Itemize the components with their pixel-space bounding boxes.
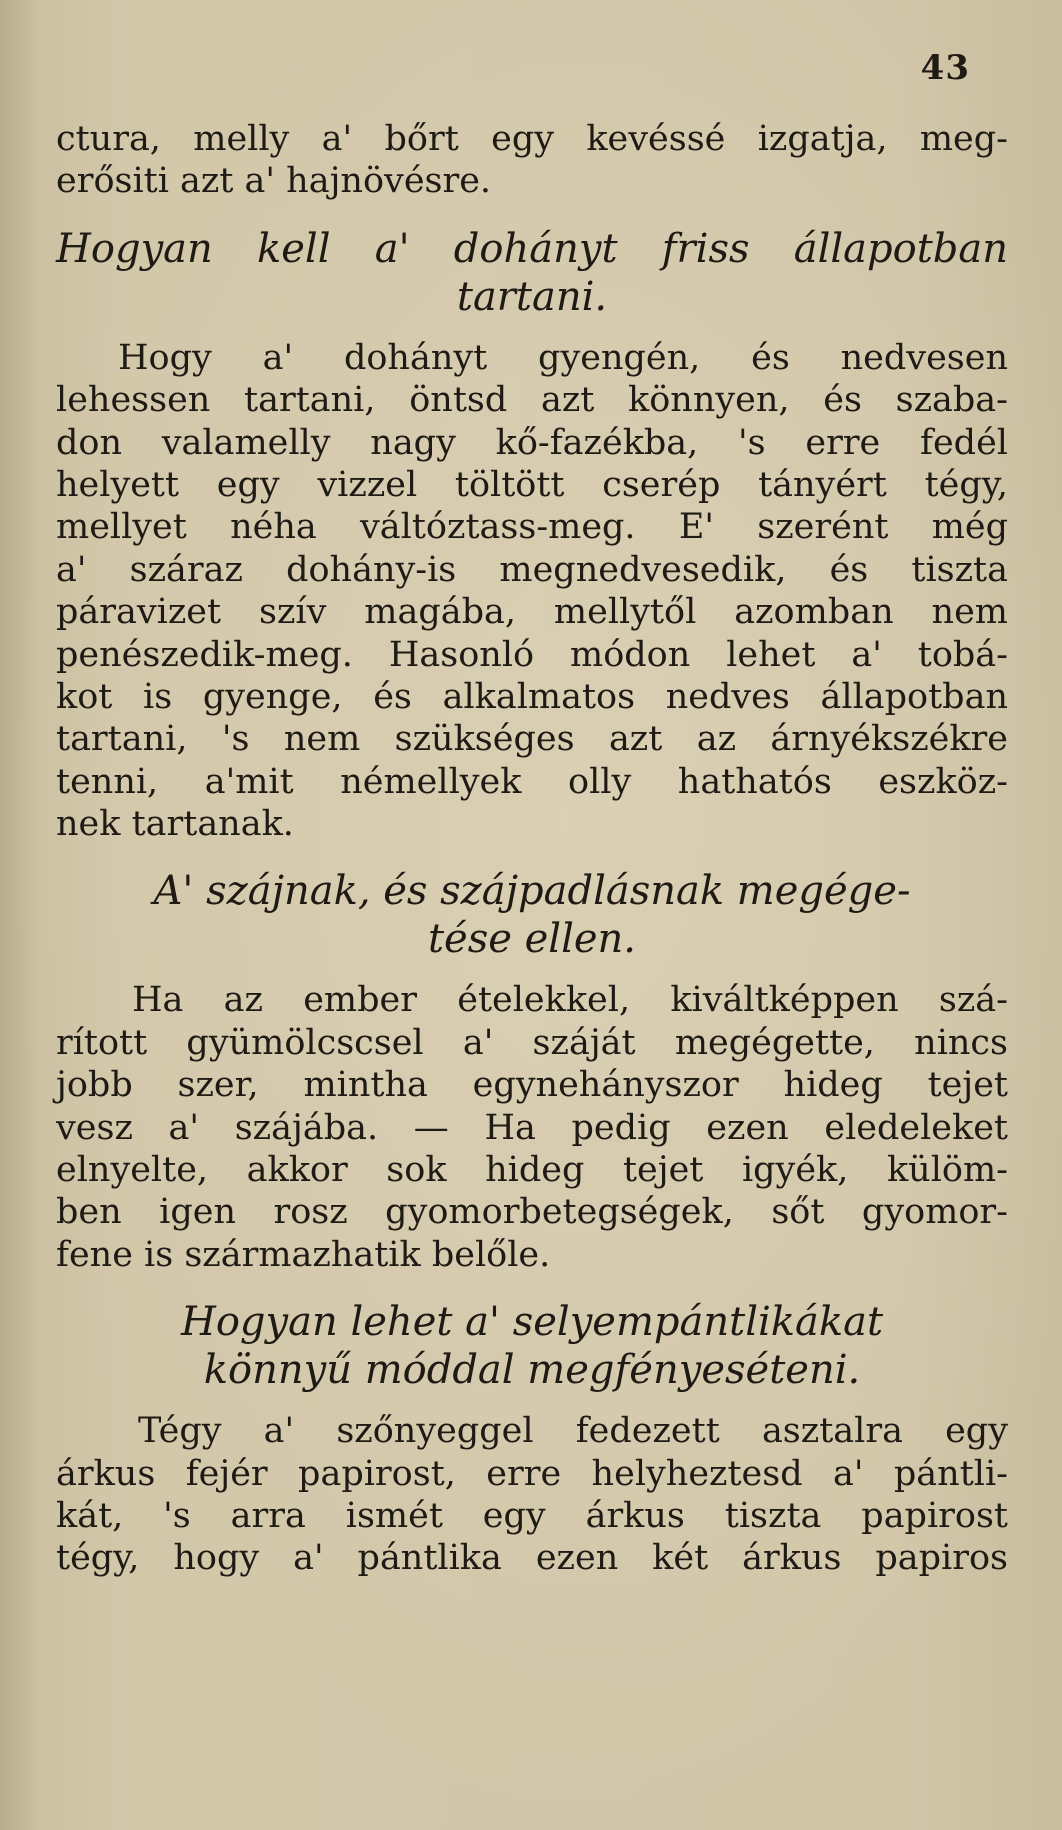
text-line: kát, 's arra ismét egy árkus tiszta papirost [56, 1495, 1008, 1536]
paragraph-first-line-wrap [56, 337, 1008, 379]
text-line: lehessen tartani, öntsd azt könnyen, és szaba- [56, 380, 1008, 421]
text-line: elnyelte, akkor sok hideg tejet igyék, külöm- [56, 1150, 1008, 1191]
paragraph-first-line-wrap [56, 979, 1008, 1021]
section-heading: A' szájnak, és szájpadlásnak megége- [153, 868, 911, 915]
page-number: 43 [920, 48, 970, 88]
paragraph-first-line-wrap [56, 1410, 1008, 1452]
text-line: árkus fejér papirost, erre helyheztesd a' pántli- [56, 1453, 1008, 1494]
text-line: kot is gyenge, és alkalmatos nedves állapotban [56, 676, 1008, 717]
text-line: rított gyümölcscsel a' száját megégette, nincs [56, 1022, 1008, 1063]
text-line: tartani, 's nem szükséges azt az árnyékszékre [56, 719, 1008, 760]
text-line: don valamelly nagy kő-fazékba, 's erre fedél [56, 422, 1008, 463]
text-line: nek tartanak. [56, 804, 294, 845]
text-line: Hogy a' dohányt gyengén, és nedvesen [118, 337, 1008, 378]
text-line: jobb szer, mintha egynehányszor hideg tejet [56, 1065, 1008, 1106]
section-heading: tartani. [456, 273, 608, 320]
text-line: mellyet néha váltóztass-meg. E' szerént még [56, 507, 1008, 548]
text-line: páravizet szív magába, mellytől azomban nem [56, 592, 1008, 633]
section-heading: Hogyan kell a' dohányt friss állapotban [56, 225, 1008, 272]
text-line: Tégy a' szőnyeggel fedezett asztalra egy [138, 1411, 1008, 1452]
text-line: fene is származhatik belőle. [56, 1234, 551, 1275]
text-line: ben igen rosz gyomorbetegségek, sőt gyomor- [56, 1192, 1008, 1233]
text-line: ctura, melly a' bőrt egy kevéssé izgatja, meg- [56, 119, 1008, 159]
section-heading: tése ellen. [427, 916, 637, 963]
text-line: tégy, hogy a' pántlika ezen két árkus papiros [56, 1538, 1008, 1579]
section-heading: könnyű móddal megfényeséteni. [203, 1347, 861, 1394]
text-line: helyett egy vizzel töltött cserép tányért tégy, [56, 464, 1008, 505]
section-heading: Hogyan lehet a' selyempántlikákat [180, 1299, 884, 1346]
text-line: a' száraz dohány-is megnedvesedik, és tiszta [56, 549, 1008, 590]
page-content [56, 118, 1008, 1580]
text-line: erősiti azt a' hajnövésre. [56, 161, 492, 202]
text-line: tenni, a'mit némellyek olly hathatós eszköz- [56, 761, 1008, 802]
text-line: Ha az ember ételekkel, kiváltképpen szá- [132, 980, 1008, 1021]
text-line: penészedik-meg. Hasonló módon lehet a' tobá- [56, 634, 1008, 675]
text-line: vesz a' szájába. — Ha pedig ezen eledeleket [56, 1107, 1008, 1148]
